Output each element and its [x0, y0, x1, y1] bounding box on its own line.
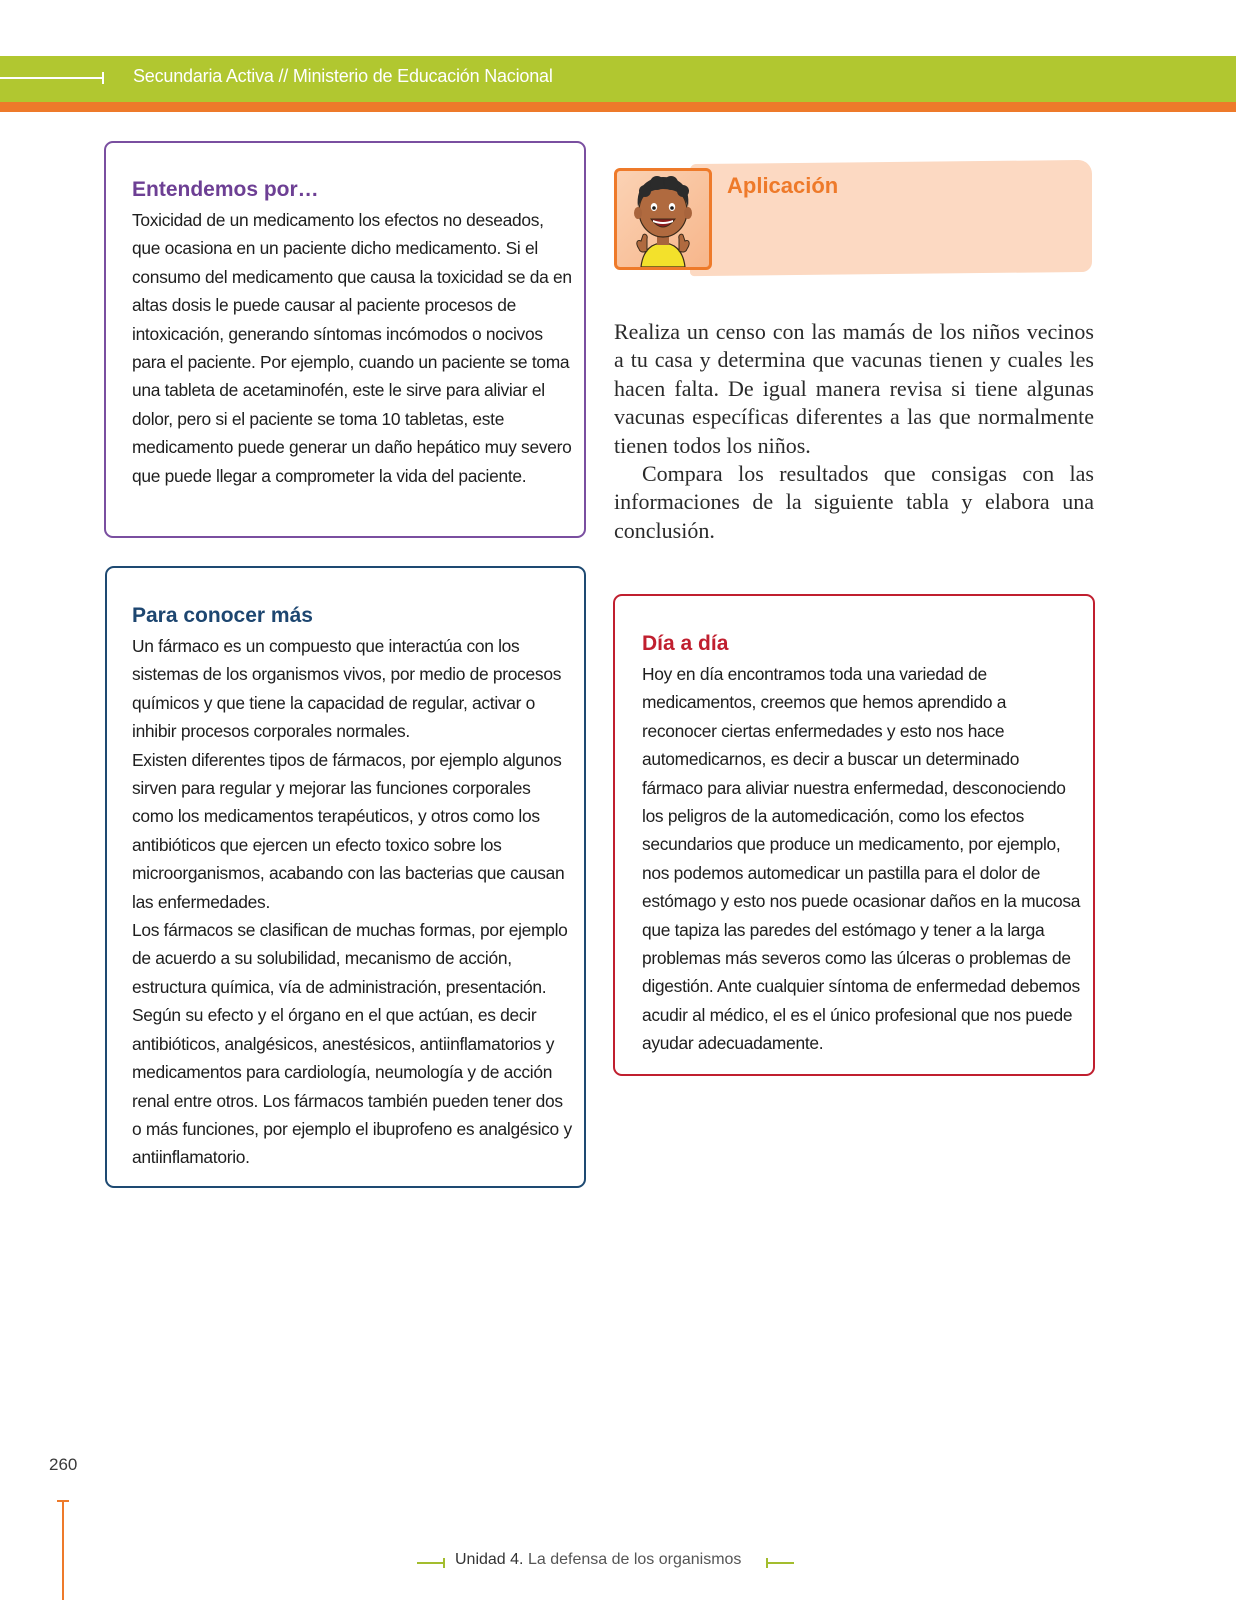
aplicacion-text	[614, 318, 1094, 545]
smiling-boy-icon	[617, 171, 709, 267]
dia-a-dia-text	[642, 660, 1082, 1058]
para-conocer-text	[132, 632, 572, 1172]
page-number: 260	[49, 1455, 78, 1474]
dia-a-dia-box	[613, 594, 1095, 1076]
header-accent-stripe	[0, 102, 1236, 112]
footer-unit-label: Unidad 4.	[455, 1551, 524, 1568]
aplicacion-paragraph-1: Realiza un censo con las mamás de los niños vecinos a tu casa y determina que vacunas tienen y cuales les hacen falta. De igual manera revisa si tiene algunas vacunas específicas diferentes a las que normalmente tienen todos los niños.	[614, 319, 1094, 458]
para-conocer-box	[105, 566, 586, 1188]
entendemos-paragraph: Toxicidad de un medicamento los efectos no deseados, que ocasiona en un paciente dicho medicamento. Si el consumo del medicamento que causa la toxicidad se da en altas dosis le puede causar al paciente procesos de intoxicación, generando síntomas incómodos o nocivos para el paciente. Por ejemplo, cuando un paciente se toma una tableta de acetaminofén, este le sirve para aliviar el dolor, pero si el paciente se toma 10 tabletas, este medicamento puede generar un daño hepático muy severo que puede llegar a comprometer la vida del paciente.	[132, 210, 572, 486]
header-rule-tick	[102, 72, 104, 84]
footer-unit-title: La defensa de los organismos	[527, 1551, 742, 1568]
entendemos-text	[132, 206, 572, 490]
para-conocer-title: Para conocer más	[132, 604, 313, 627]
entendemos-box	[104, 141, 586, 538]
aplicacion-title: Aplicación	[727, 173, 839, 198]
header-rule	[0, 77, 104, 79]
footer-unit	[455, 1551, 741, 1569]
para-conocer-paragraph-3: Los fármacos se clasifican de muchas formas, por ejemplo de acuerdo a su solubilidad, mecanismo de acción, estructura química, vía de administración, presentación. Según su efecto y el órgano en el que actúan, es decir antibióticos, analgésicos, anestésicos, antiinflamatorios y medicamentos para cardiología, neumología y de acción renal entre otros. Los fármacos también pueden tener dos o más funciones, por ejemplo el ibuprofeno es analgésico y antiinflamatorio.	[132, 920, 572, 1168]
para-conocer-paragraph-1: Un fármaco es un compuesto que interactúa con los sistemas de los organismos vivos, por medio de procesos químicos y que tiene la capacidad de regular, activar o inhibir procesos corporales normales.	[132, 636, 562, 742]
aplicacion-character-frame	[614, 168, 712, 270]
aplicacion-paragraph-2: Compara los resultados que consigas con las informaciones de la siguiente tabla y elabora una conclusión.	[614, 461, 1094, 543]
footer-deco-left	[417, 1562, 445, 1564]
dia-a-dia-paragraph: Hoy en día encontramos toda una variedad de medicamentos, creemos que hemos aprendido a reconocer ciertas enfermedades y esto nos hace automedicarnos, es decir a buscar un determinado fármaco para aliviar nuestra enfermedad, desconociendo los peligros de la automedicación, como los efectos secundarios que produce un medicamento, por ejemplo, nos podemos automedicar un pastilla para el dolor de estómago y esto nos puede ocasionar daños en la mucosa que tapiza las paredes del estómago y tener a la larga problemas más severos como las úlceras o problemas de digestión. Ante cualquier síntoma de enfermedad debemos acudir al médico, el es el único profesional que nos puede ayudar adecuadamente.	[642, 664, 1081, 1054]
header-title: Secundaria Activa // Ministerio de Educación Nacional	[133, 66, 553, 86]
dia-a-dia-title: Día a día	[642, 632, 729, 655]
footer-deco-right	[766, 1562, 794, 1564]
footer-rule	[62, 1500, 64, 1600]
entendemos-title: Entendemos por…	[132, 178, 319, 201]
para-conocer-paragraph-2: Existen diferentes tipos de fármacos, por ejemplo algunos sirven para regular y mejorar las funciones corporales como los medicamentos terapéuticos, y otros como los antibióticos que ejercen un efecto toxico sobre los microorganismos, acabando con las bacterias que causan las enfermedades.	[132, 749, 565, 912]
